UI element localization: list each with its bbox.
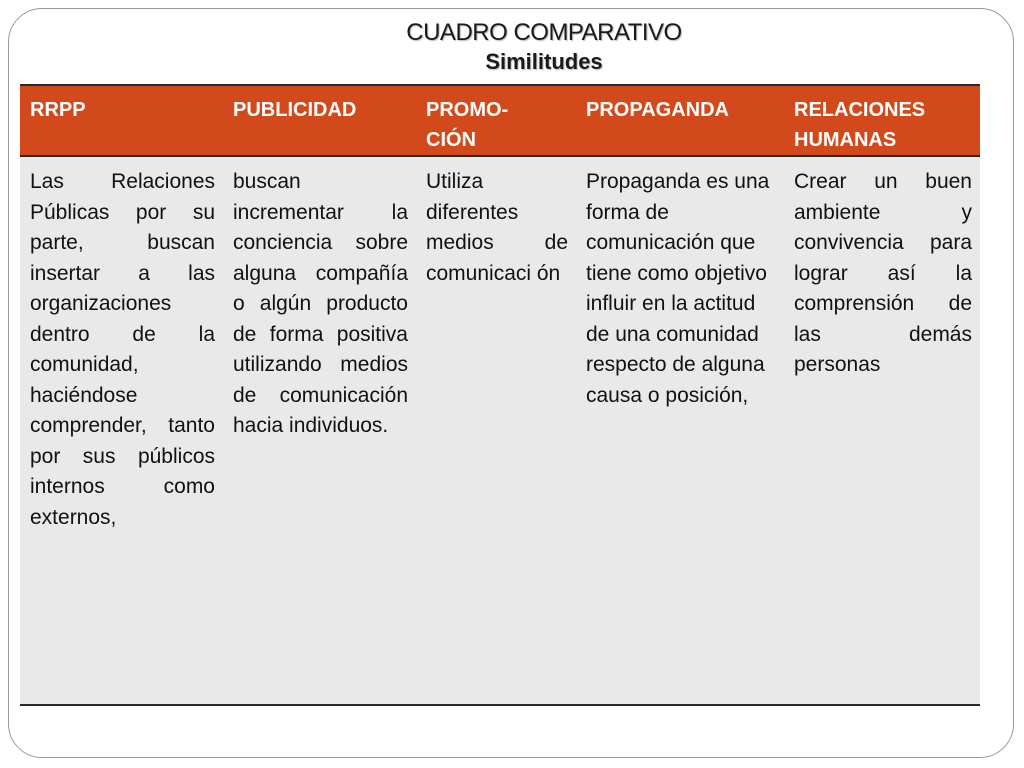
table-row (20, 156, 980, 533)
cell-promocion (416, 156, 576, 533)
header-label: RELACIONES HUMANAS (794, 99, 926, 151)
comparison-table (20, 84, 980, 706)
header-row (20, 86, 980, 156)
header-label: PROMO- CIÓN (426, 99, 509, 151)
comparison-table-grid (20, 86, 980, 533)
cell-text: Las Relaciones Públicas por su parte, buscan insertar a las organizaciones dentro de la comunidad, haciéndose comprender, tanto por sus públicos internos como externos, (30, 170, 215, 529)
header-label: PROPAGANDA (586, 99, 729, 121)
cell-propaganda (576, 156, 784, 533)
cell-text: Propaganda es una forma de comunicación que tiene como objetivo influir en la actitud de una comunidad respecto de alguna causa o posición, (586, 170, 770, 407)
cell-relaciones-humanas (784, 156, 980, 533)
header-label: PUBLICIDAD (233, 99, 357, 121)
slide-title (0, 18, 1024, 76)
header-cell-publicidad (223, 86, 416, 156)
header-cell-propaganda (576, 86, 784, 156)
cell-text: buscan incrementar la conciencia sobre alguna compañía o algún producto de forma positiva utilizando medios de comunicación hacia individuos. (233, 170, 408, 437)
cell-publicidad (223, 156, 416, 533)
cell-rrpp (20, 156, 223, 533)
cell-text: Crear un buen ambiente y convivencia para lograr así la comprensión de las demás personas (794, 170, 972, 376)
header-label: RRPP (30, 99, 86, 121)
header-cell-relaciones-humanas (784, 86, 980, 156)
header-cell-promocion (416, 86, 576, 156)
title-line: CUADRO COMPARATIVO (406, 19, 682, 46)
header-cell-rrpp (20, 86, 223, 156)
cell-text: Utiliza diferentes medios de comunicaci ón (426, 170, 568, 285)
subtitle-line: Similitudes (485, 49, 603, 74)
